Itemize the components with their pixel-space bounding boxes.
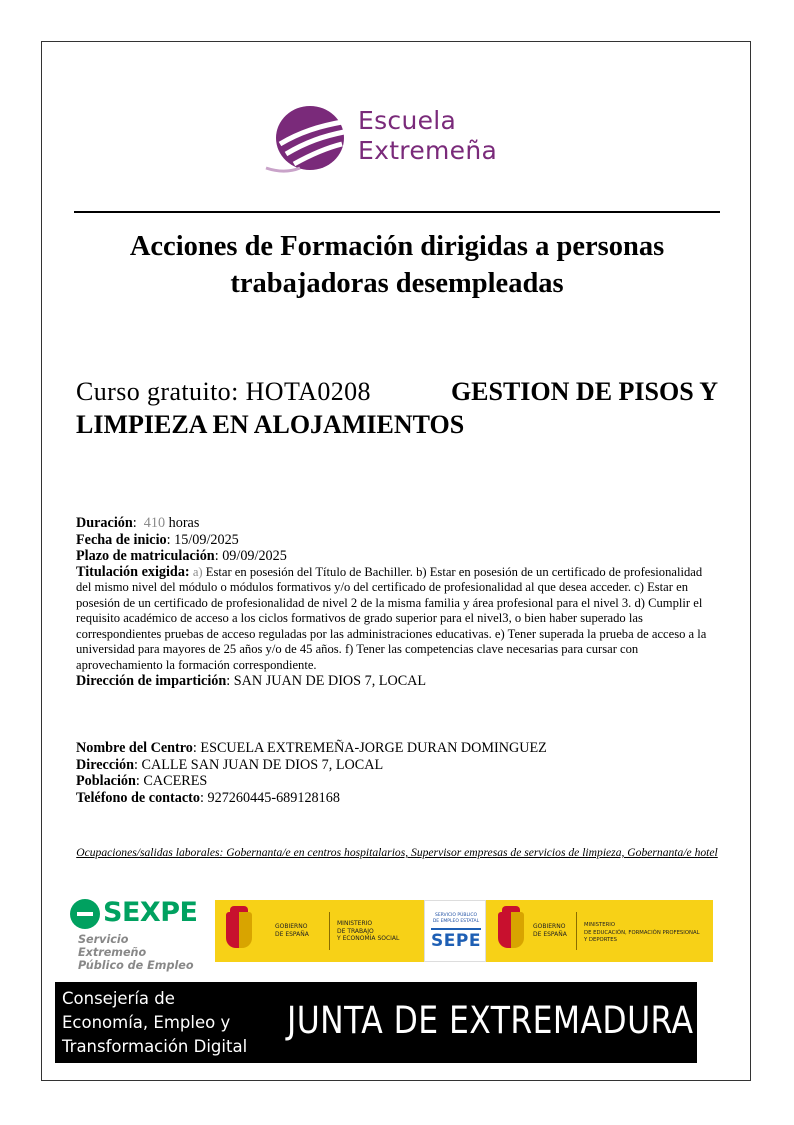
gobierno-text-1: GOBIERNO DE ESPAÑA	[275, 923, 309, 938]
ministerio-educacion-text: MINISTERIO DE EDUCACIÓN, FORMACIÓN PROFESIONAL Y DEPORTES	[584, 922, 700, 943]
gobierno-text-2: GOBIERNO DE ESPAÑA	[533, 923, 567, 938]
nombre-centro-value: ESCUELA EXTREMEÑA-JORGE DURAN DOMINGUEZ	[200, 740, 547, 756]
gobierno-educacion-logo	[486, 900, 713, 962]
occupations-text: Ocupaciones/salidas laborales: Gobernanta/e en centros hospitalarios, Supervisor empresas de servicios de limpieza, Gobernanta/e hotel	[76, 846, 718, 859]
escuela-extremena-logo	[260, 92, 540, 182]
titulacion-text: Estar en posesión del Título de Bachiller. b) Estar en posesión de un certificado de profesionalidad del mismo nivel del módulo o módulos formativos y/o del certificado de profesionalidad al que desea acceder. c) Estar en posesión de un certificado de profesionalidad de nivel 2 de la misma familia y área profesional para el nivel 3. d) Cumplir el requisito académico de acceso a los ciclos formativos de grado superior para el nivel3, o bien haber superado las correspondientes pruebas de acceso reguladas por las administraciones educativas. e) Tener superada la prueba de acceso a la universidad para mayores de 25 años y/o de 45 años. f) Tener las competencias clave necesarias para cursar con aprovechamiento la formación correspondiente.	[76, 564, 707, 672]
duracion-label: Duración	[76, 515, 133, 531]
plazo-value: 09/09/2025	[222, 548, 287, 564]
course-name-part2: LIMPIEZA EN ALOJAMIENTOS	[76, 410, 465, 439]
gobierno-trabajo-logo	[215, 900, 424, 962]
sexpe-subtitle: Servicio Extremeño Público de Empleo	[78, 933, 194, 972]
coat-of-arms-icon	[498, 912, 524, 948]
fecha-value: 15/09/2025	[174, 531, 239, 548]
titulacion-a: a)	[192, 564, 203, 579]
telefono-value: 927260445-689128168	[207, 789, 340, 806]
course-details	[76, 515, 718, 690]
center-info	[76, 740, 718, 806]
course-prefix: Curso gratuito: HOTA0208	[76, 377, 371, 406]
poblacion-label: Población	[76, 773, 136, 789]
sexpe-icon	[70, 899, 100, 929]
junta-extremadura-banner	[55, 982, 697, 1063]
plazo-label: Plazo de matriculación	[76, 548, 215, 564]
titulacion-row: Titulación exigida: a) Estar en posesión del Título de Bachiller. b) Estar en posesión de un certificado de profesionalidad del mismo nivel del módulo o módulos formativos y/o del certificado de profesionalidad al que desea acceder. c) Estar en posesión de un certificado de profesionalidad de nivel 2 de la misma familia y área profesional para el nivel 3. d) Cumplir el requisito académico de acceso a los ciclos formativos de grado superior para el nivel3, o bien haber superado las correspondientes pruebas de acceso reguladas por las administraciones educativas. e) Tener superada la prueba de acceso a la universidad para mayores de 25 años y/o de 45 años. f) Tener las competencias clave necesarias para cursar con aprovechamiento la formación correspondiente.	[76, 563, 707, 672]
direccion-imparticion-value: SAN JUAN DE DIOS 7, LOCAL	[233, 673, 427, 689]
page-title: Acciones de Formación dirigidas a personas trabajadoras desempleadas	[129, 231, 665, 299]
sexpe-logo	[70, 897, 200, 972]
direccion-value: CALLE SAN JUAN DE DIOS 7, LOCAL	[141, 756, 384, 773]
titulacion-label: Titulación exigida	[76, 563, 185, 580]
header-divider	[74, 211, 720, 213]
logo-line2: Extremeña	[358, 136, 498, 165]
fecha-label: Fecha de inicio	[76, 531, 167, 548]
logo-line1: Escuela	[358, 106, 457, 135]
consejeria-text: Consejería de Economía, Empleo y Transformación Digital	[62, 989, 248, 1056]
poblacion-row: Población: CACERES	[76, 773, 208, 789]
duracion-value: 410	[143, 515, 166, 531]
sepe-logo	[424, 900, 486, 962]
poblacion-value: CACERES	[143, 773, 208, 789]
direccion-row: Dirección: CALLE SAN JUAN DE DIOS 7, LOCAL	[76, 756, 384, 773]
sepe-wordmark: SEPE	[431, 931, 481, 951]
duracion-row: Duración: 410 horas	[76, 515, 200, 531]
direccion-imparticion-label: Dirección de impartición	[76, 673, 227, 689]
course-title	[76, 375, 718, 441]
nombre-centro-row: Nombre del Centro: ESCUELA EXTREMEÑA-JORGE DURAN DOMINGUEZ	[76, 740, 547, 756]
gov-divider-1	[329, 912, 330, 950]
junta-wordmark: JUNTA DE EXTREMADURA	[287, 999, 694, 1042]
course-name-part1: GESTION DE PISOS Y	[450, 377, 718, 406]
sexpe-wordmark: SEXPE	[103, 897, 198, 928]
sepe-subtitle: SERVICIO PÚBLICO DE EMPLEO ESTATAL	[432, 913, 480, 924]
escuela-logo-icon	[260, 92, 350, 182]
coat-of-arms-icon	[226, 912, 252, 948]
telefono-row: Teléfono de contacto: 927260445-689128168	[76, 789, 340, 806]
direccion-imparticion-row: Dirección de impartición: SAN JUAN DE DIOS 7, LOCAL	[76, 673, 427, 689]
sepe-bar	[431, 928, 481, 930]
duracion-unit: horas	[168, 515, 200, 531]
direccion-label: Dirección	[76, 756, 135, 773]
ministerio-trabajo-text: MINISTERIO DE TRABAJO Y ECONOMÍA SOCIAL	[337, 920, 400, 942]
fecha-row: Fecha de inicio: 15/09/2025	[76, 531, 239, 548]
plazo-row: Plazo de matriculación: 09/09/2025	[76, 548, 287, 564]
telefono-label: Teléfono de contacto	[76, 789, 200, 806]
gov-divider-2	[576, 912, 577, 950]
nombre-centro-label: Nombre del Centro	[76, 740, 193, 756]
